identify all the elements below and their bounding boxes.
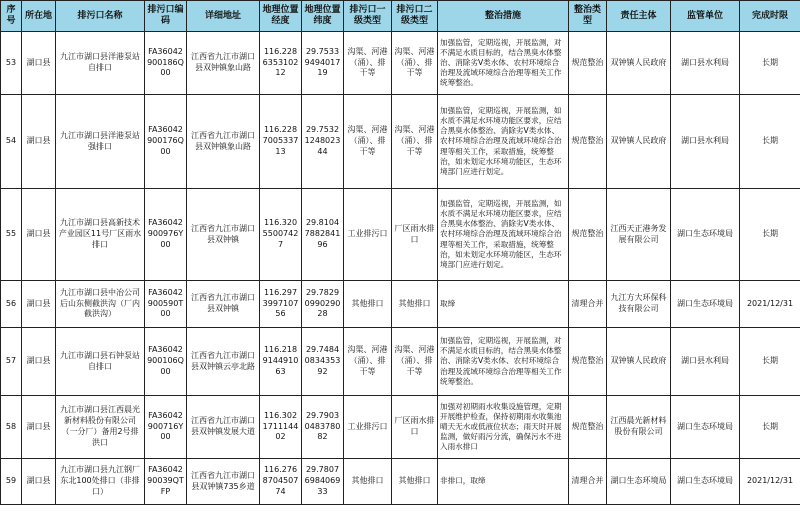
cell-address: 江西省九江市湖口县双钟镇发展大道 xyxy=(187,396,260,459)
cell-longitude: 116.32055007427 xyxy=(260,189,302,281)
cell-code: FA36042900716Y00 xyxy=(145,396,187,459)
header-row xyxy=(1,1,800,32)
cell-longitude: 116.302171114402 xyxy=(260,396,302,459)
cell-longitude: 116.228635310212 xyxy=(260,32,302,95)
header-measure: 整治措施 xyxy=(438,1,569,32)
cell-owner: 江西天正港务发展有限公司 xyxy=(607,189,671,281)
cell-seq: 59 xyxy=(1,459,22,505)
cell-address: 江西省九江市湖口县双钟镇象山路 xyxy=(187,95,260,189)
cell-seq: 58 xyxy=(1,396,22,459)
cell-type2: 厂区雨水排口 xyxy=(392,396,438,459)
cell-supervisor: 湖口县水利局 xyxy=(671,32,740,95)
cell-owner: 湖口生态环境局 xyxy=(607,459,671,505)
cell-longitude: 116.228700533713 xyxy=(260,95,302,189)
cell-owner: 江西晨光新材料股份有限公司 xyxy=(607,396,671,459)
cell-owner: 双钟镇人民政府 xyxy=(607,328,671,396)
cell-type1: 其他排口 xyxy=(344,459,392,505)
cell-address: 江西省九江市湖口县双钟镇 xyxy=(187,189,260,281)
header-owner: 责任主体 xyxy=(607,1,671,32)
cell-seq: 54 xyxy=(1,95,22,189)
cell-type2: 沟渠、河港（涌）、排干等 xyxy=(392,95,438,189)
header-name: 排污口名称 xyxy=(56,1,145,32)
cell-longitude: 116.218914491063 xyxy=(260,328,302,396)
cell-type1: 沟渠、河港（涌）、排干等 xyxy=(344,95,392,189)
cell-latitude: 29.7484083435392 xyxy=(302,328,344,396)
cell-address: 江西省九江市湖口县双钟镇云亭北路 xyxy=(187,328,260,396)
cell-deadline: 长期 xyxy=(740,95,800,189)
cell-address: 江西省九江市湖口县双钟镇 xyxy=(187,281,260,328)
cell-name: 九江市湖口县中冶公司后山东侧截洪沟（厂内截洪沟） xyxy=(56,281,145,328)
cell-type2: 其他排口 xyxy=(392,281,438,328)
cell-name: 九江市湖口县九江钢厂东北100处排口（非排口） xyxy=(56,459,145,505)
cell-remediation-type: 清理合并 xyxy=(569,459,607,505)
cell-code: FA36042900186Q00 xyxy=(145,32,187,95)
cell-code: FA36042900976Y00 xyxy=(145,189,187,281)
cell-measure: 加强监管，定期巡视，开展监测，对不满足水质目标的，结合黑臭水体整治、消除劣Ⅴ类水体、农村环境综合治理及流域环境综合治理等相关工作统筹整治。 xyxy=(438,328,569,396)
cell-supervisor: 湖口生态环境局 xyxy=(671,189,740,281)
cell-latitude: 29.7532124802344 xyxy=(302,95,344,189)
cell-latitude: 29.7903048378082 xyxy=(302,396,344,459)
cell-measure: 加强监管，定期巡视，开展监测，如水质不满足水环境功能区要求，应结合黑臭水体整治、消除劣Ⅴ类水体、农村环境综合治理及流域环境综合治理等相关工作，采取措施，统筹整治，如未划定水环境功能区，生态环境部门应进行划定。 xyxy=(438,95,569,189)
cell-deadline: 长期 xyxy=(740,32,800,95)
header-longitude: 地理位置经度 xyxy=(260,1,302,32)
cell-type1: 工业排污口 xyxy=(344,396,392,459)
header-address: 详细地址 xyxy=(187,1,260,32)
cell-deadline: 2021/12/31 xyxy=(740,459,800,505)
cell-longitude: 116.297399710756 xyxy=(260,281,302,328)
cell-latitude: 29.7829099029028 xyxy=(302,281,344,328)
cell-type1: 工业排污口 xyxy=(344,189,392,281)
cell-supervisor: 湖口县水利局 xyxy=(671,95,740,189)
cell-code: FA3604290039QTFP xyxy=(145,459,187,505)
cell-type2: 沟渠、河港（涌）、排干等 xyxy=(392,328,438,396)
header-type1: 排污口一级类型 xyxy=(344,1,392,32)
cell-measure: 加强对初期雨水收集设施管理，定期开展维护检查，保持初期雨水收集池晴天无水或低液位状态；雨天时开展监测，做好雨污分流，确保污水不进入雨水排口 xyxy=(438,396,569,459)
cell-seq: 56 xyxy=(1,281,22,328)
cell-measure: 加强监管，定期巡视，开展监测，如水质不满足水环境功能区要求，应结合黑臭水体整治、消除劣Ⅴ类水体、农村环境综合治理及流域环境综合治理等相关工作，采取措施，统筹整治，如未划定水环境功能区，生态环境部门应进行划定。 xyxy=(438,189,569,281)
header-supervisor: 监管单位 xyxy=(671,1,740,32)
cell-name: 九江市湖口县高新技术产业园区11号厂区雨水排口 xyxy=(56,189,145,281)
cell-remediation-type: 规范整治 xyxy=(569,32,607,95)
cell-deadline: 长期 xyxy=(740,328,800,396)
cell-type2: 沟渠、河港（涌）、排干等 xyxy=(392,32,438,95)
cell-type1: 其他排口 xyxy=(344,281,392,328)
cell-seq: 53 xyxy=(1,32,22,95)
cell-county: 湖口县 xyxy=(22,396,56,459)
cell-owner: 双钟镇人民政府 xyxy=(607,95,671,189)
header-remediation-type: 整治类型 xyxy=(569,1,607,32)
cell-supervisor: 湖口生态环境局 xyxy=(671,281,740,328)
cell-name: 九江市湖口县石钟泵站自排口 xyxy=(56,328,145,396)
cell-measure: 非排口，取缔 xyxy=(438,459,569,505)
cell-latitude: 29.7807698406933 xyxy=(302,459,344,505)
cell-code: FA36042900106Q00 xyxy=(145,328,187,396)
cell-type1: 沟渠、河港（涌）、排干等 xyxy=(344,32,392,95)
cell-supervisor: 湖口生态环境局 xyxy=(671,396,740,459)
cell-supervisor: 湖口县水利局 xyxy=(671,328,740,396)
table-row xyxy=(1,328,800,396)
header-type2: 排污口二级类型 xyxy=(392,1,438,32)
table-row xyxy=(1,459,800,505)
cell-seq: 57 xyxy=(1,328,22,396)
cell-remediation-type: 规范整治 xyxy=(569,396,607,459)
header-county: 所在地 xyxy=(22,1,56,32)
cell-remediation-type: 规范整治 xyxy=(569,189,607,281)
cell-county: 湖口县 xyxy=(22,328,56,396)
cell-type2: 其他排口 xyxy=(392,459,438,505)
cell-code: FA36042900176Q00 xyxy=(145,95,187,189)
cell-remediation-type: 清理合并 xyxy=(569,281,607,328)
cell-county: 湖口县 xyxy=(22,32,56,95)
cell-seq: 55 xyxy=(1,189,22,281)
cell-code: FA36042900590T00 xyxy=(145,281,187,328)
header-seq: 序号 xyxy=(1,1,22,32)
cell-latitude: 29.8104788284196 xyxy=(302,189,344,281)
cell-remediation-type: 规范整治 xyxy=(569,328,607,396)
cell-longitude: 116.276870450774 xyxy=(260,459,302,505)
cell-latitude: 29.7533949401719 xyxy=(302,32,344,95)
cell-name: 九江市湖口县江西晨光新材料股份有限公司（一分厂）备用2号排洪口 xyxy=(56,396,145,459)
header-code: 排污口编码 xyxy=(145,1,187,32)
table-row xyxy=(1,95,800,189)
cell-county: 湖口县 xyxy=(22,95,56,189)
cell-county: 湖口县 xyxy=(22,459,56,505)
cell-deadline: 长期 xyxy=(740,396,800,459)
table-row xyxy=(1,32,800,95)
cell-supervisor: 湖口生态环境局 xyxy=(671,459,740,505)
cell-county: 湖口县 xyxy=(22,189,56,281)
cell-owner: 双钟镇人民政府 xyxy=(607,32,671,95)
header-latitude: 地理位置纬度 xyxy=(302,1,344,32)
cell-measure: 取缔 xyxy=(438,281,569,328)
cell-remediation-type: 规范整治 xyxy=(569,95,607,189)
cell-owner: 九江方大环保科技有限公司 xyxy=(607,281,671,328)
header-deadline: 完成时限 xyxy=(740,1,800,32)
cell-type2: 厂区雨水排口 xyxy=(392,189,438,281)
table-row xyxy=(1,189,800,281)
table-row xyxy=(1,396,800,459)
cell-deadline: 长期 xyxy=(740,189,800,281)
cell-county: 湖口县 xyxy=(22,281,56,328)
table-row xyxy=(1,281,800,328)
cell-name: 九江市湖口县洋港泵站强排口 xyxy=(56,95,145,189)
cell-measure: 加强监管，定期巡视，开展监测，对不满足水质目标的，结合黑臭水体整治、消除劣Ⅴ类水体、农村环境综合治理及流域环境综合治理等相关工作统筹整治。 xyxy=(438,32,569,95)
cell-name: 九江市湖口县洋港泵站自排口 xyxy=(56,32,145,95)
cell-deadline: 2021/12/31 xyxy=(740,281,800,328)
cell-address: 江西省九江市湖口县双钟镇象山路 xyxy=(187,32,260,95)
cell-type1: 沟渠、河港（涌）、排干等 xyxy=(344,328,392,396)
cell-address: 江西省九江市湖口县双钟镇735乡道 xyxy=(187,459,260,505)
